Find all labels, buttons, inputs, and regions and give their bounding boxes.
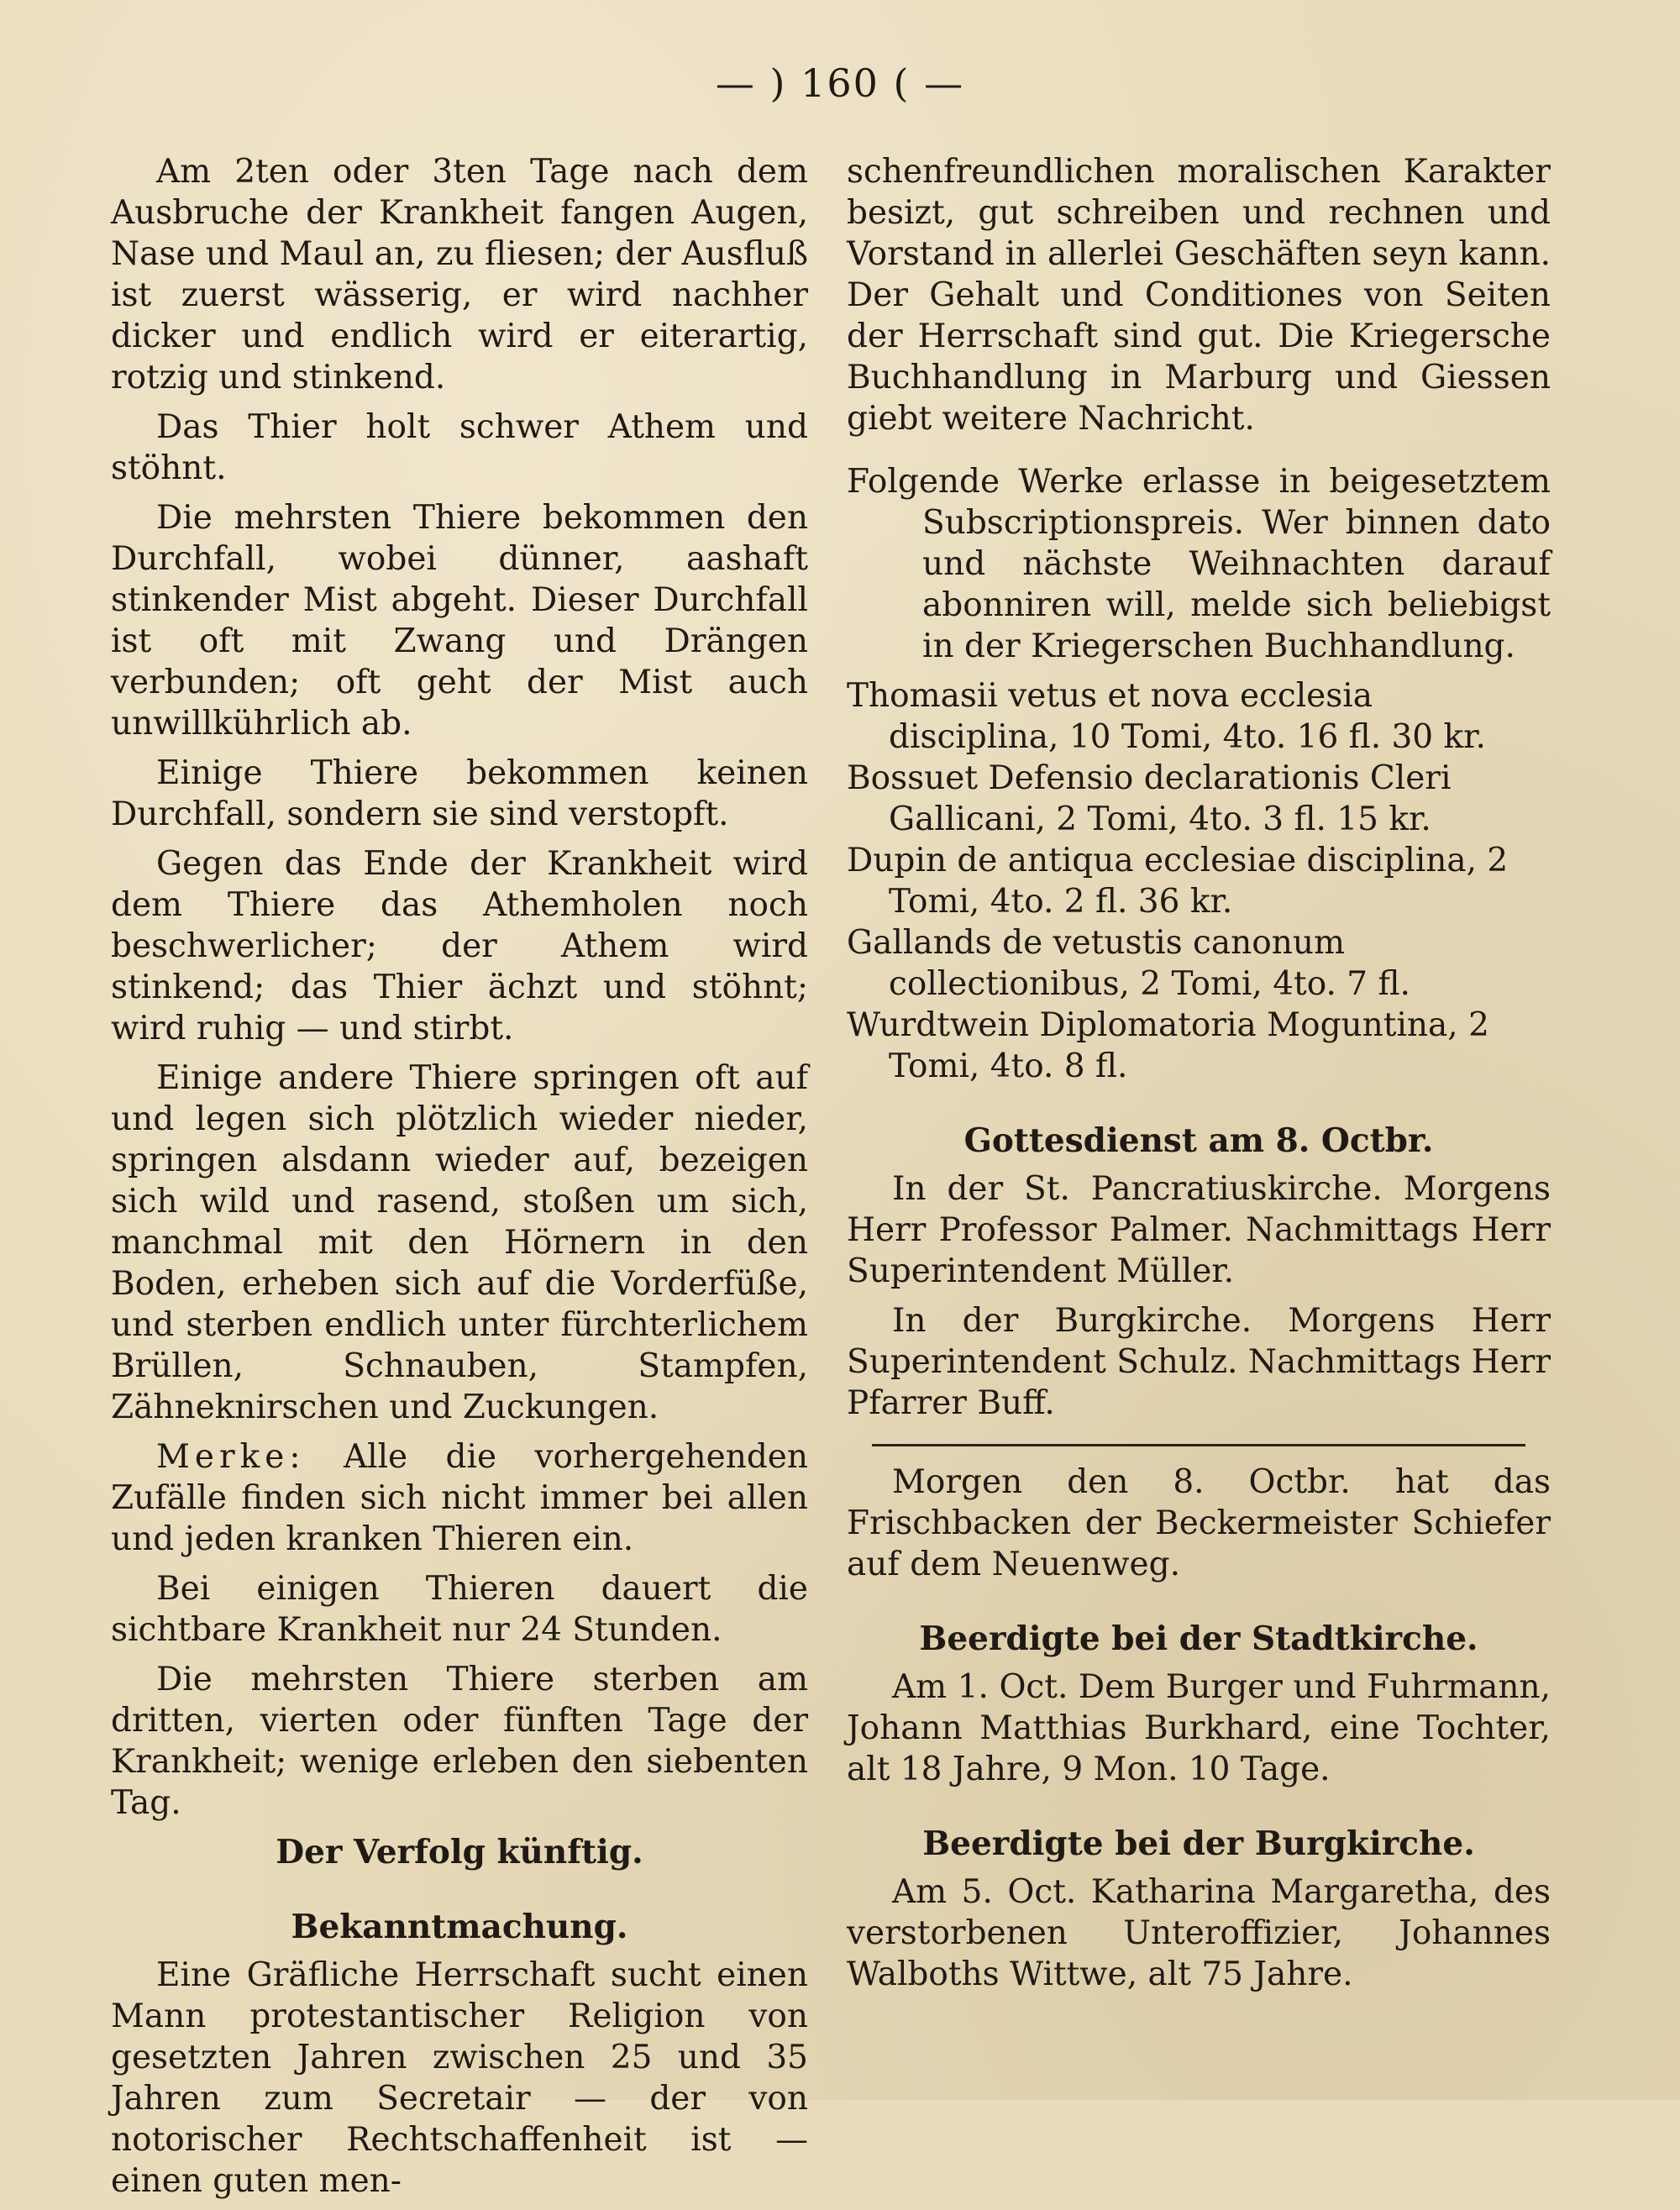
paragraph: Einige andere Thiere springen oft auf und legen sich plötzlich wieder nieder, springen alsdann wieder auf, bezeigen sich wild und rasend, stoßen um sich, manchmal mit den Hörnern in den Boden, erheben sich auf die Vorderfüße, und sterben endlich unter fürchterlichem Brüllen, Schnauben, Stampfen, Zähneknirschen und Zuckungen. <box>111 1059 808 1426</box>
continued-note: Der Verfolg künftig. <box>276 1833 643 1871</box>
service-title: Gottesdienst am 8. Octbr. <box>963 1121 1434 1160</box>
right-column <box>847 151 1551 2003</box>
paragraph: Das Thier holt schwer Athem und stöhnt. <box>111 408 808 487</box>
divider <box>872 1444 1525 1446</box>
service-paragraph: In der Burgkirche. Morgens Herr Superintendent Schulz. Nachmittags Herr Pfarrer Buff. <box>847 1302 1551 1422</box>
bakery-notice: Morgen den 8. Octbr. hat das Frischbacken der Beckermeister Schiefer auf dem Neuenweg. <box>847 1463 1551 1583</box>
left-column <box>111 151 808 2210</box>
paragraph: Bei einigen Thieren dauert die sichtbare Krankheit nur 24 Stunden. <box>111 1570 808 1649</box>
paragraph: Einige Thiere bekommen keinen Durchfall, sondern sie sind verstopft. <box>111 754 808 833</box>
burial-entry: Am 5. Oct. Katharina Margaretha, des verstorbenen Unteroffizier, Johannes Walboths Wittwe, alt 75 Jahre. <box>847 1873 1551 1993</box>
note-text: Alle die vorhergehenden Zufälle finden sich nicht immer bei allen und jeden kranken Thieren ein. <box>111 1438 808 1558</box>
book-entry: Wurdtwein Diplomatoria Moguntina, 2 Tomi, 4to. 8 fl. <box>847 1006 1489 1085</box>
paragraph: Die mehrsten Thiere bekommen den Durchfall, wobei dünner, aashaft stinkender Mist abgeht. Dieser Durchfall ist oft mit Zwang und Drängen verbunden; oft geht der Mist auch unwillkührlich ab. <box>111 499 808 743</box>
paragraph: Am 2ten oder 3ten Tage nach dem Ausbruche der Krankheit fangen Augen, Nase und Maul an, zu fliesen; der Ausfluß ist zuerst wässerig, er wird nachher dicker und endlich wird er eiterartig, rotzig und stinkend. <box>111 153 808 396</box>
book-entry: Bossuet Defensio declarationis Cleri Gallicani, 2 Tomi, 4to. 3 fl. 15 kr. <box>847 759 1452 838</box>
announcement-continuation: schenfreundlichen moralischen Karakter besizt, gut schreiben und rechnen und Vorstand in allerlei Geschäften seyn kann. Der Gehalt und Conditiones von Seiten der Herrschaft sind gut. Die Kriegersche Buchhandlung in Marburg und Giessen giebt weitere Nachricht. <box>847 153 1551 438</box>
note-label: Merke: <box>156 1438 306 1476</box>
subscription-notice: Folgende Werke erlasse in beigesetztem Subscriptionspreis. Wer binnen dato und nächste Weihnachten darauf abonniren will, melde sich beliebigst in der Kriegerschen Buchhandlung. <box>847 463 1551 665</box>
burial-title-burgkirche: Beerdigte bei der Burgkirche. <box>922 1824 1475 1863</box>
book-entry: Dupin de antiqua ecclesiae disciplina, 2 Tomi, 4to. 2 fl. 36 kr. <box>847 842 1509 921</box>
book-entry: Thomasii vetus et nova ecclesia disciplina, 10 Tomi, 4to. 16 fl. 30 kr. <box>847 677 1486 756</box>
paragraph: Gegen das Ende der Krankheit wird dem Thiere das Athemholen noch beschwerlicher; der Athem wird stinkend; das Thier ächzt und stöhnt; wird ruhig — und stirbt. <box>111 845 808 1047</box>
burial-title-stadtkirche: Beerdigte bei der Stadtkirche. <box>919 1619 1478 1658</box>
announcement-title: Bekanntmachung. <box>291 1908 628 1946</box>
note-paragraph <box>111 1436 808 1560</box>
book-entry: Gallands de vetustis canonum collectionibus, 2 Tomi, 4to. 7 fl. <box>847 924 1410 1003</box>
announcement-text: Eine Gräfliche Herrschaft sucht einen Mann protestantischer Religion von gesetzten Jahren zwischen 25 und 35 Jahren zum Secretair — der von notorischer Rechtschaffenheit ist — einen guten men- <box>111 1956 808 2200</box>
burial-entry: Am 1. Oct. Dem Burger und Fuhrmann, Johann Matthias Burkhard, eine Tochter, alt 18 Jahre, 9 Mon. 10 Tage. <box>847 1668 1551 1788</box>
service-paragraph: In der St. Pancratiuskirche. Morgens Herr Professor Palmer. Nachmittags Herr Superintendent Müller. <box>847 1170 1551 1290</box>
book-list <box>847 675 1551 1087</box>
paragraph: Die mehrsten Thiere sterben am dritten, vierten oder fünften Tage der Krankheit; wenige erleben den siebenten Tag. <box>111 1661 808 1822</box>
page-number: — ) 160 ( — <box>715 60 965 106</box>
